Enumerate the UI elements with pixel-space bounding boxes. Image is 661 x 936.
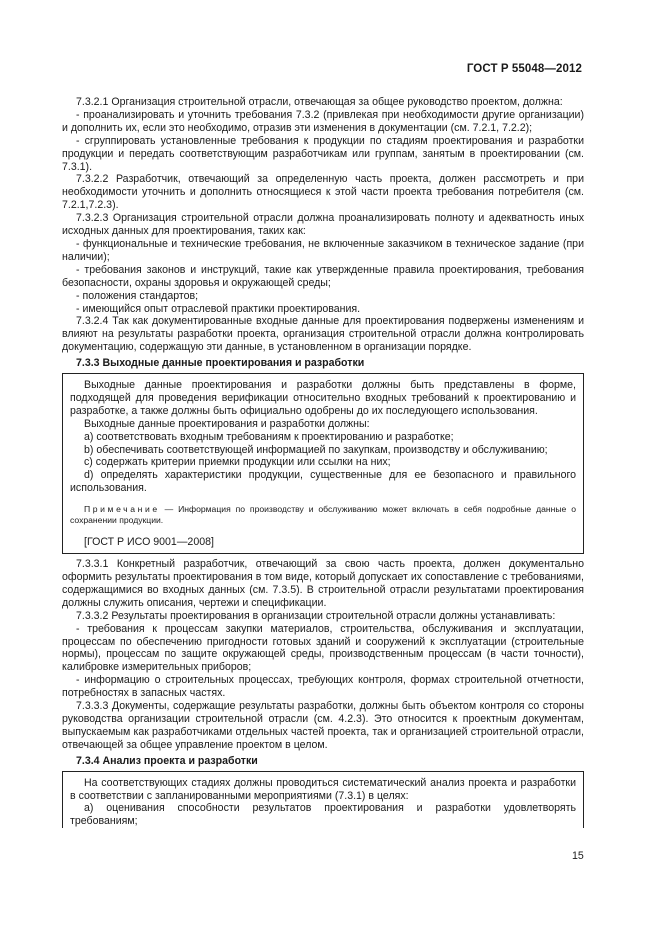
paragraph: 7.3.3.3 Документы, содержащие результаты разработки, должны быть объектом контроля со стороны руководства организации строительной отрасли (см. 4.2.3). Это относится к проектным документам, выпускаемым как разработчиками отдельных частей проекта, так и организацией строительной отрасли, отвечающей за общее управление проектом в целом. (62, 700, 584, 751)
document-code: ГОСТ Р 55048—2012 (466, 63, 582, 75)
note-label: Примечание (84, 504, 160, 515)
paragraph: - имеющийся опыт отраслевой практики проектирования. (76, 302, 361, 315)
box-note (70, 504, 576, 526)
paragraph: - требования законов и инструкций, такие как утвержденные правила проектирования, требования безопасности, охраны здоровья и окружающей среды; (62, 263, 584, 289)
quoted-standard-box (62, 373, 584, 554)
standard-reference: [ГОСТ Р ИСО 9001—2008] (84, 536, 214, 549)
paragraph: - положения стандартов; (76, 289, 199, 302)
box-list-item: c) содержать критерии приемки продукции или ссылки на них; (84, 456, 391, 469)
paragraph: 7.3.2.3 Организация строительной отрасли должна проанализировать полноту и адекватность иных исходных данных для проектирования, таких как: (62, 212, 584, 238)
paragraph: - информацию о строительных процессах, требующих контроля, формах строительной отчетности, потребностях в запасных частях. (62, 674, 584, 700)
box-list-item: b) обеспечивать соответствующей информацией по закупкам, производству и обслуживанию; (84, 443, 548, 456)
paragraph: 7.3.3.2 Результаты проектирования в организации строительной отрасли должны устанавливать: (76, 609, 556, 622)
paragraph: 7.3.3.1 Конкретный разработчик, отвечающий за свою часть проекта, должен документально оформить результаты проектирования в том виде, который допускает их сопоставление с требованиями, содержащимися во входных данных (см. 7.3.5). В строительной отрасли результатами проектирования должны служить описания, чертежи и спецификации. (62, 558, 584, 609)
paragraph: 7.3.2.4 Так как документированные входные данные для проектирования подвержены изменениям и влияют на результаты разработки проекта, организация строительной отрасли должна контролировать документацию, содержащую эти данные, в установленном в организации порядке. (62, 315, 584, 354)
quoted-standard-box-continued (62, 771, 584, 829)
box-list-item: a) оценивания способности результатов проектирования и разработки удовлетворять требованиям; (70, 802, 576, 828)
section-heading-7-3-4: 7.3.4 Анализ проекта и разработки (76, 754, 258, 767)
section-heading-7-3-3: 7.3.3 Выходные данные проектирования и разработки (76, 357, 365, 370)
note-text: — Информация по производству и обслуживанию может включать в себя подробные данные о сохранении продукции. (70, 504, 576, 526)
box-paragraph: На соответствующих стадиях должны проводиться систематический анализ проекта и разработки в соответствии с запланированными мероприятиями (7.3.1) в целях: (70, 776, 576, 802)
box-list-item: d) определять характеристики продукции, существенные для ее безопасного и правильного использования. (70, 469, 576, 495)
paragraph: - требования к процессам закупки материалов, строительства, обслуживания и эксплуатации, процессам по обеспечению пригодности готовых зданий и сооружений к эксплуатации (строительные нормы), процессам по защите окружающей среды, производственным процессам (в части точности), калибровке измерительных приборов; (62, 622, 584, 674)
page-number: 15 (572, 850, 584, 862)
box-paragraph: Выходные данные проектирования и разработки должны быть представлены в форме, подходящей для проведения верификации относительно входных требований к проектированию и разработке, а также должны быть официально одобрены до их последующего использования. (70, 379, 576, 417)
box-list-item: a) соответствовать входным требованиям к проектированию и разработке; (84, 430, 454, 443)
paragraph: - сгруппировать установленные требования к продукции по стадиям проектирования и разработки продукции и передать соответствующим разработчикам или группам, занятым в проектировании (см. 7.3.1). (62, 134, 584, 173)
paragraph: 7.3.2.2 Разработчик, отвечающий за определенную часть проекта, должен рассмотреть и при необходимости уточнить и дополнить относящиеся к этой части проекта требования потребителя (см. 7.2.1,7.2.3). (62, 173, 584, 212)
paragraph: 7.3.2.1 Организация строительной отрасли, отвечающая за общее руководство проектом, должна: (76, 96, 563, 108)
box-paragraph: Выходные данные проектирования и разработки должны: (84, 417, 370, 430)
paragraph: - проанализировать и уточнить требования 7.3.2 (привлекая при необходимости другие организации) и дополнить их, если это необходимо, отразив эти изменения в документации (см. 7.2.1, 7.2.2); (62, 108, 584, 134)
paragraph: - функциональные и технические требования, не включенные заказчиком в техническое задание (при наличии); (62, 237, 584, 263)
document-body (62, 96, 584, 828)
